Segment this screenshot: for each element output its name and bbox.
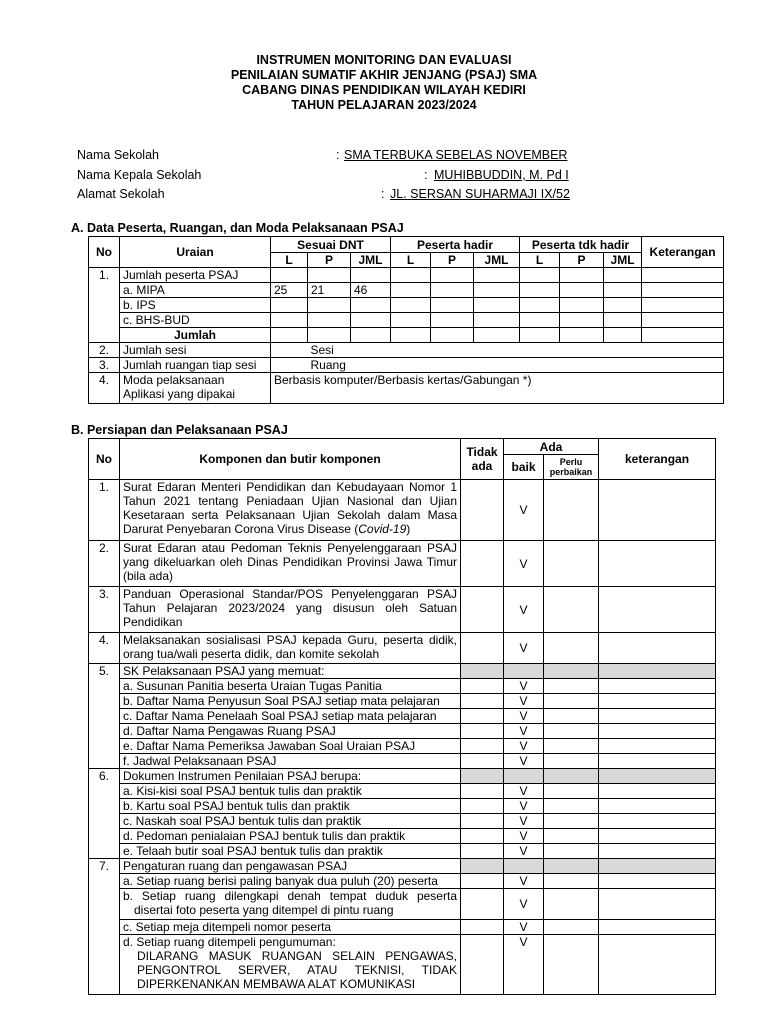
header-no: No xyxy=(89,237,120,268)
nama-sekolah-label: Nama Sekolah xyxy=(77,148,159,162)
header-uraian: Uraian xyxy=(120,237,271,268)
row-item: a. Susunan Panitia beserta Uraian Tugas Panitia xyxy=(120,679,461,694)
header-keterangan: Keterangan xyxy=(642,237,724,268)
row-no: 3. xyxy=(89,358,120,373)
alamat-value: JL. SERSAN SUHARMAJI IX/52 xyxy=(390,187,570,201)
header-l: L xyxy=(520,253,560,268)
header-baik: baik xyxy=(504,455,544,480)
row-no: 1. xyxy=(89,480,120,541)
moda-line: Moda pelaksanaan xyxy=(123,373,225,387)
title-line: CABANG DINAS PENDIDIKAN WILAYAH KEDIRI xyxy=(242,83,526,97)
check-mark: V xyxy=(504,679,544,694)
row-label-mipa: a. MIPA xyxy=(120,283,271,298)
header-sesuai-dnt: Sesuai DNT xyxy=(271,237,391,253)
row-no: 4. xyxy=(89,373,120,404)
colon: : xyxy=(336,148,340,162)
colon: : xyxy=(424,168,428,182)
row-item: b. Kartu soal PSAJ bentuk tulis dan praktik xyxy=(120,799,461,814)
title-line: PENILAIAN SUMATIF AKHIR JENJANG (PSAJ) SMA xyxy=(230,68,538,82)
check-mark: V xyxy=(504,754,544,769)
row-item: e. Daftar Nama Pemeriksa Jawaban Soal Uraian PSAJ xyxy=(120,739,461,754)
mipa-p: 21 xyxy=(308,283,351,298)
check-mark: V xyxy=(504,709,544,724)
row-no: 2. xyxy=(89,541,120,587)
header-peserta-tdk-hadir: Peserta tdk hadir xyxy=(520,237,642,253)
row-no: 2. xyxy=(89,343,120,358)
section-b-heading: B. Persiapan dan Pelaksanaan PSAJ xyxy=(71,423,288,437)
header-komponen: Komponen dan butir komponen xyxy=(120,439,461,480)
komponen-text: ) xyxy=(406,522,411,536)
row-komponen: Panduan Operasional Standar/POS Penyelenggaran PSAJ Tahun Pelajaran 2023/2024 yang disusun oleh Satuan Pendidikan xyxy=(120,587,461,633)
check-mark: V xyxy=(504,935,544,995)
row-item: c. Setiap meja ditempeli nomor peserta xyxy=(120,920,461,935)
row-no: 6. xyxy=(89,769,120,859)
row-komponen: SK Pelaksanaan PSAJ yang memuat: xyxy=(120,664,461,679)
check-mark: V xyxy=(504,874,544,889)
document-title xyxy=(0,53,768,113)
check-mark: V xyxy=(504,814,544,829)
row-komponen: Melaksanakan sosialisasi PSAJ kepada Guru, peserta didik, orang tua/wali peserta didik, dan komite sekolah xyxy=(120,633,461,664)
header-l: L xyxy=(271,253,308,268)
row-komponen: Dokumen Instrumen Penilaian PSAJ berupa: xyxy=(120,769,461,784)
aplikasi-line: Aplikasi yang dipakai xyxy=(123,387,236,401)
header-p: P xyxy=(560,253,604,268)
check-mark: V xyxy=(504,844,544,859)
persiapan-table xyxy=(88,438,716,995)
row-no: 1. xyxy=(89,268,120,343)
nama-sekolah-value: SMA TERBUKA SEBELAS NOVEMBER xyxy=(344,148,568,162)
header-ada: Ada xyxy=(504,439,599,455)
check-mark: V xyxy=(504,633,544,664)
header-p: P xyxy=(308,253,351,268)
check-mark: V xyxy=(504,587,544,633)
row-item: e. Telaah butir soal PSAJ bentuk tulis dan praktik xyxy=(120,844,461,859)
row-item: f. Jadwal Pelaksanaan PSAJ xyxy=(120,754,461,769)
header-perlu-perbaikan: Perlu perbaikan xyxy=(544,455,599,480)
header-jml: JML xyxy=(351,253,391,268)
row-no: 3. xyxy=(89,587,120,633)
row-label: Jumlah peserta PSAJ xyxy=(120,268,271,283)
row-item: d. Daftar Nama Pengawas Ruang PSAJ xyxy=(120,724,461,739)
header-no: No xyxy=(89,439,120,480)
check-mark: V xyxy=(504,724,544,739)
row-item: a. Setiap ruang berisi paling banyak dua puluh (20) peserta xyxy=(120,874,461,889)
check-mark: V xyxy=(504,920,544,935)
row-item: c. Naskah soal PSAJ bentuk tulis dan praktik xyxy=(120,814,461,829)
kepala-sekolah-value: MUHIBBUDDIN, M. Pd I xyxy=(434,168,569,182)
row-label-jumlah: Jumlah xyxy=(120,328,271,343)
row-item: b. Daftar Nama Penyusun Soal PSAJ setiap mata pelajaran xyxy=(120,694,461,709)
row-label-moda xyxy=(120,373,271,404)
row-item: d. Pedoman penialaian PSAJ bentuk tulis dan praktik xyxy=(120,829,461,844)
header-jml: JML xyxy=(604,253,642,268)
check-mark: V xyxy=(504,480,544,541)
item-line: d. Setiap ruang ditempeli pengumuman: xyxy=(123,935,336,949)
check-mark: V xyxy=(504,739,544,754)
data-peserta-table xyxy=(88,236,724,404)
alamat-label: Alamat Sekolah xyxy=(77,187,165,201)
row-item: a. Kisi-kisi soal PSAJ bentuk tulis dan praktik xyxy=(120,784,461,799)
row-label: Jumlah ruangan tiap sesi xyxy=(120,358,271,373)
komponen-text: Surat Edaran Menteri Pendidikan dan Kebudayaan Nomor 1 Tahun 2021 tentang Peniadaan Ujian Nasional dan Ujian Kesetaraan serta Pelaksanaan Ujian Sekolah dalam Masa Darurat Penyebaran Corona Virus Disease ( xyxy=(123,480,457,536)
title-line: INSTRUMEN MONITORING DAN EVALUASI xyxy=(256,53,512,67)
row-komponen xyxy=(120,480,461,541)
kepala-sekolah-label: Nama Kepala Sekolah xyxy=(77,168,202,182)
title-line: TAHUN PELAJARAN 2023/2024 xyxy=(291,98,477,112)
header-jml: JML xyxy=(474,253,520,268)
header-p: P xyxy=(431,253,474,268)
row-no: 7. xyxy=(89,859,120,995)
pengumuman-text: DILARANG MASUK RUANGAN SELAIN PENGAWAS, PENGONTROL SERVER, ATAU TEKNISI, TIDAK DIPERKENANKAN MEMBAWA ALAT KOMUNIKASI xyxy=(137,949,457,991)
header-keterangan: keterangan xyxy=(599,439,716,480)
check-mark: V xyxy=(504,784,544,799)
check-mark: V xyxy=(504,799,544,814)
row-komponen: Surat Edaran atau Pedoman Teknis Penyelenggaraan PSAJ yang dikeluarkan oleh Dinas Pendidikan Provinsi Jawa Timur (bila ada) xyxy=(120,541,461,587)
row-komponen: Pengaturan ruang dan pengawasan PSAJ xyxy=(120,859,461,874)
header-l: L xyxy=(391,253,431,268)
row-label-bhs: c. BHS-BUD xyxy=(120,313,271,328)
section-a-heading: A. Data Peserta, Ruangan, dan Moda Pelaksanaan PSAJ xyxy=(71,221,404,235)
komponen-italic: Covid-19 xyxy=(358,522,407,536)
check-mark: V xyxy=(504,694,544,709)
header-peserta-hadir: Peserta hadir xyxy=(391,237,520,253)
row-item: c. Daftar Nama Penelaah Soal PSAJ setiap mata pelajaran xyxy=(120,709,461,724)
row-no: 5. xyxy=(89,664,120,769)
check-mark: V xyxy=(504,889,544,920)
row-item xyxy=(120,935,461,995)
moda-value: Berbasis komputer/Berbasis kertas/Gabungan *) xyxy=(271,373,724,404)
mipa-jml: 46 xyxy=(351,283,391,298)
header-tidak-ada: Tidak ada xyxy=(461,439,504,480)
row-label-ips: b. IPS xyxy=(120,298,271,313)
mipa-l: 25 xyxy=(271,283,308,298)
check-mark: V xyxy=(504,541,544,587)
colon: : xyxy=(381,187,385,201)
check-mark: V xyxy=(504,829,544,844)
ruang-value: Ruang xyxy=(308,358,724,373)
row-item: b. Setiap ruang dilengkapi denah tempat duduk peserta disertai foto peserta yang ditempel di pintu ruang xyxy=(120,889,461,920)
sesi-value: Sesi xyxy=(308,343,724,358)
row-no: 4. xyxy=(89,633,120,664)
row-label: Jumlah sesi xyxy=(120,343,271,358)
